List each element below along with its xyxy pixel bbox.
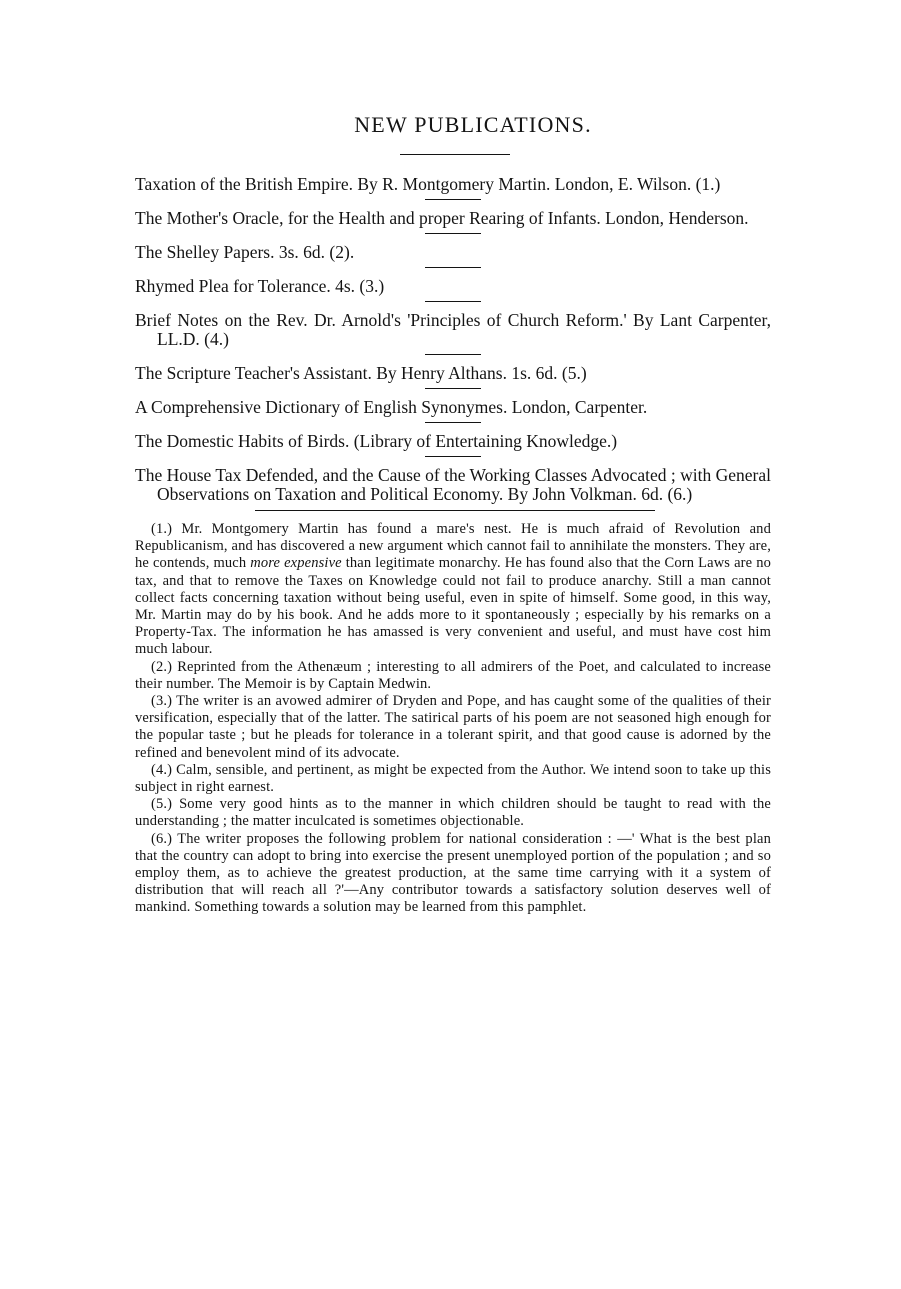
note-1-text-end: than legitimate monarchy. He has found also that the Corn Laws are no tax, and that to remove the Taxes on Knowledge could not fail to produce anarchy. Still a man cannot collect facts concerning taxation without being useful, even in spite of himself. Some good, in this way, Mr. Martin may do by his book. And he adds more to it spontaneously ; especially by his remarks on a Property-Tax. The information he has amassed is very convenient and useful, and must have cost him much labour. [135,555,771,658]
note-3: (3.) The writer is an avowed admirer of Dryden and Pope, and has caught some of the qualities of their versification, especially that of the latter. The satirical parts of his poem are not seasoned high enough for the popular taste ; but he pleads for tolerance in a tolerant spirit, and that good cause is adorned by the refined and benevolent mind of its advocate. [135,693,771,761]
entry-divider [425,233,481,234]
note-6: (6.) The writer proposes the following problem for national consideration : —' What is the best plan that the country can adopt to bring into exercise the present unemployed portion of the population ; and so employ them, as to achieve the greatest production, at the same time carrying with it a system of distribution that will reach all ?'—Any contributor towards a satisfactory solution deserves well of mankind. Something towards a solution may be learned from this pamphlet. [135,830,771,916]
entry-divider [425,422,481,423]
page-title: NEW PUBLICATIONS. [354,112,592,137]
entry-divider [425,354,481,355]
note-4: (4.) Calm, sensible, and pertinent, as might be expected from the Author. We intend soon to take up this subject in right earnest. [135,761,771,796]
publication-entry: A Comprehensive Dictionary of English Synonymes. London, Carpenter. [135,397,648,417]
note-1 [135,521,771,659]
entry-divider [425,199,481,200]
note-2: (2.) Reprinted from the Athenæum ; interesting to all admirers of the Poet, and calculated to increase their number. The Memoir is by Captain Medwin. [135,658,771,692]
publication-entry: The Domestic Habits of Birds. (Library of Entertaining Knowledge.) [135,431,618,451]
publication-entry: Brief Notes on the Rev. Dr. Arnold's 'Principles of Church Reform.' By Lant Carpenter, LL.D. (4.) [135,310,771,349]
publication-entry: Taxation of the British Empire. By R. Montgomery Martin. London, E. Wilson. (1.) [135,174,721,194]
publication-entry: Rhymed Plea for Tolerance. 4s. (3.) [135,276,385,296]
title-rule [400,154,510,155]
publication-list [135,175,771,504]
entry-divider [425,388,481,389]
publication-entry: The Scripture Teacher's Assistant. By Henry Althans. 1s. 6d. (5.) [135,363,587,383]
publication-entry: The Shelley Papers. 3s. 6d. (2). [135,242,355,262]
page [135,112,771,917]
review-notes [135,521,771,917]
note-1-text-start: (1.) Mr. Montgomery Martin has found a mare's nest. He is much afraid of Revolution and Republicanism, and has discovered a new argument which cannot fail to annihilate the monsters. They are, he contends, much [135,521,771,572]
entry-divider [425,456,481,457]
note-5: (5.) Some very good hints as to the manner in which children should be taught to read with the understanding ; the matter inculcated is sometimes objectionable. [135,796,771,830]
notes-divider [255,510,655,511]
publication-entry: The House Tax Defended, and the Cause of the Working Classes Advocated ; with General Observations on Taxation and Political Economy. By John Volkman. 6d. (6.) [135,465,771,504]
entry-divider [425,301,481,302]
entry-divider [425,267,481,268]
note-1-emphasis: more expensive [250,555,342,572]
publication-entry: The Mother's Oracle, for the Health and proper Rearing of Infants. London, Henderson. [135,208,749,228]
